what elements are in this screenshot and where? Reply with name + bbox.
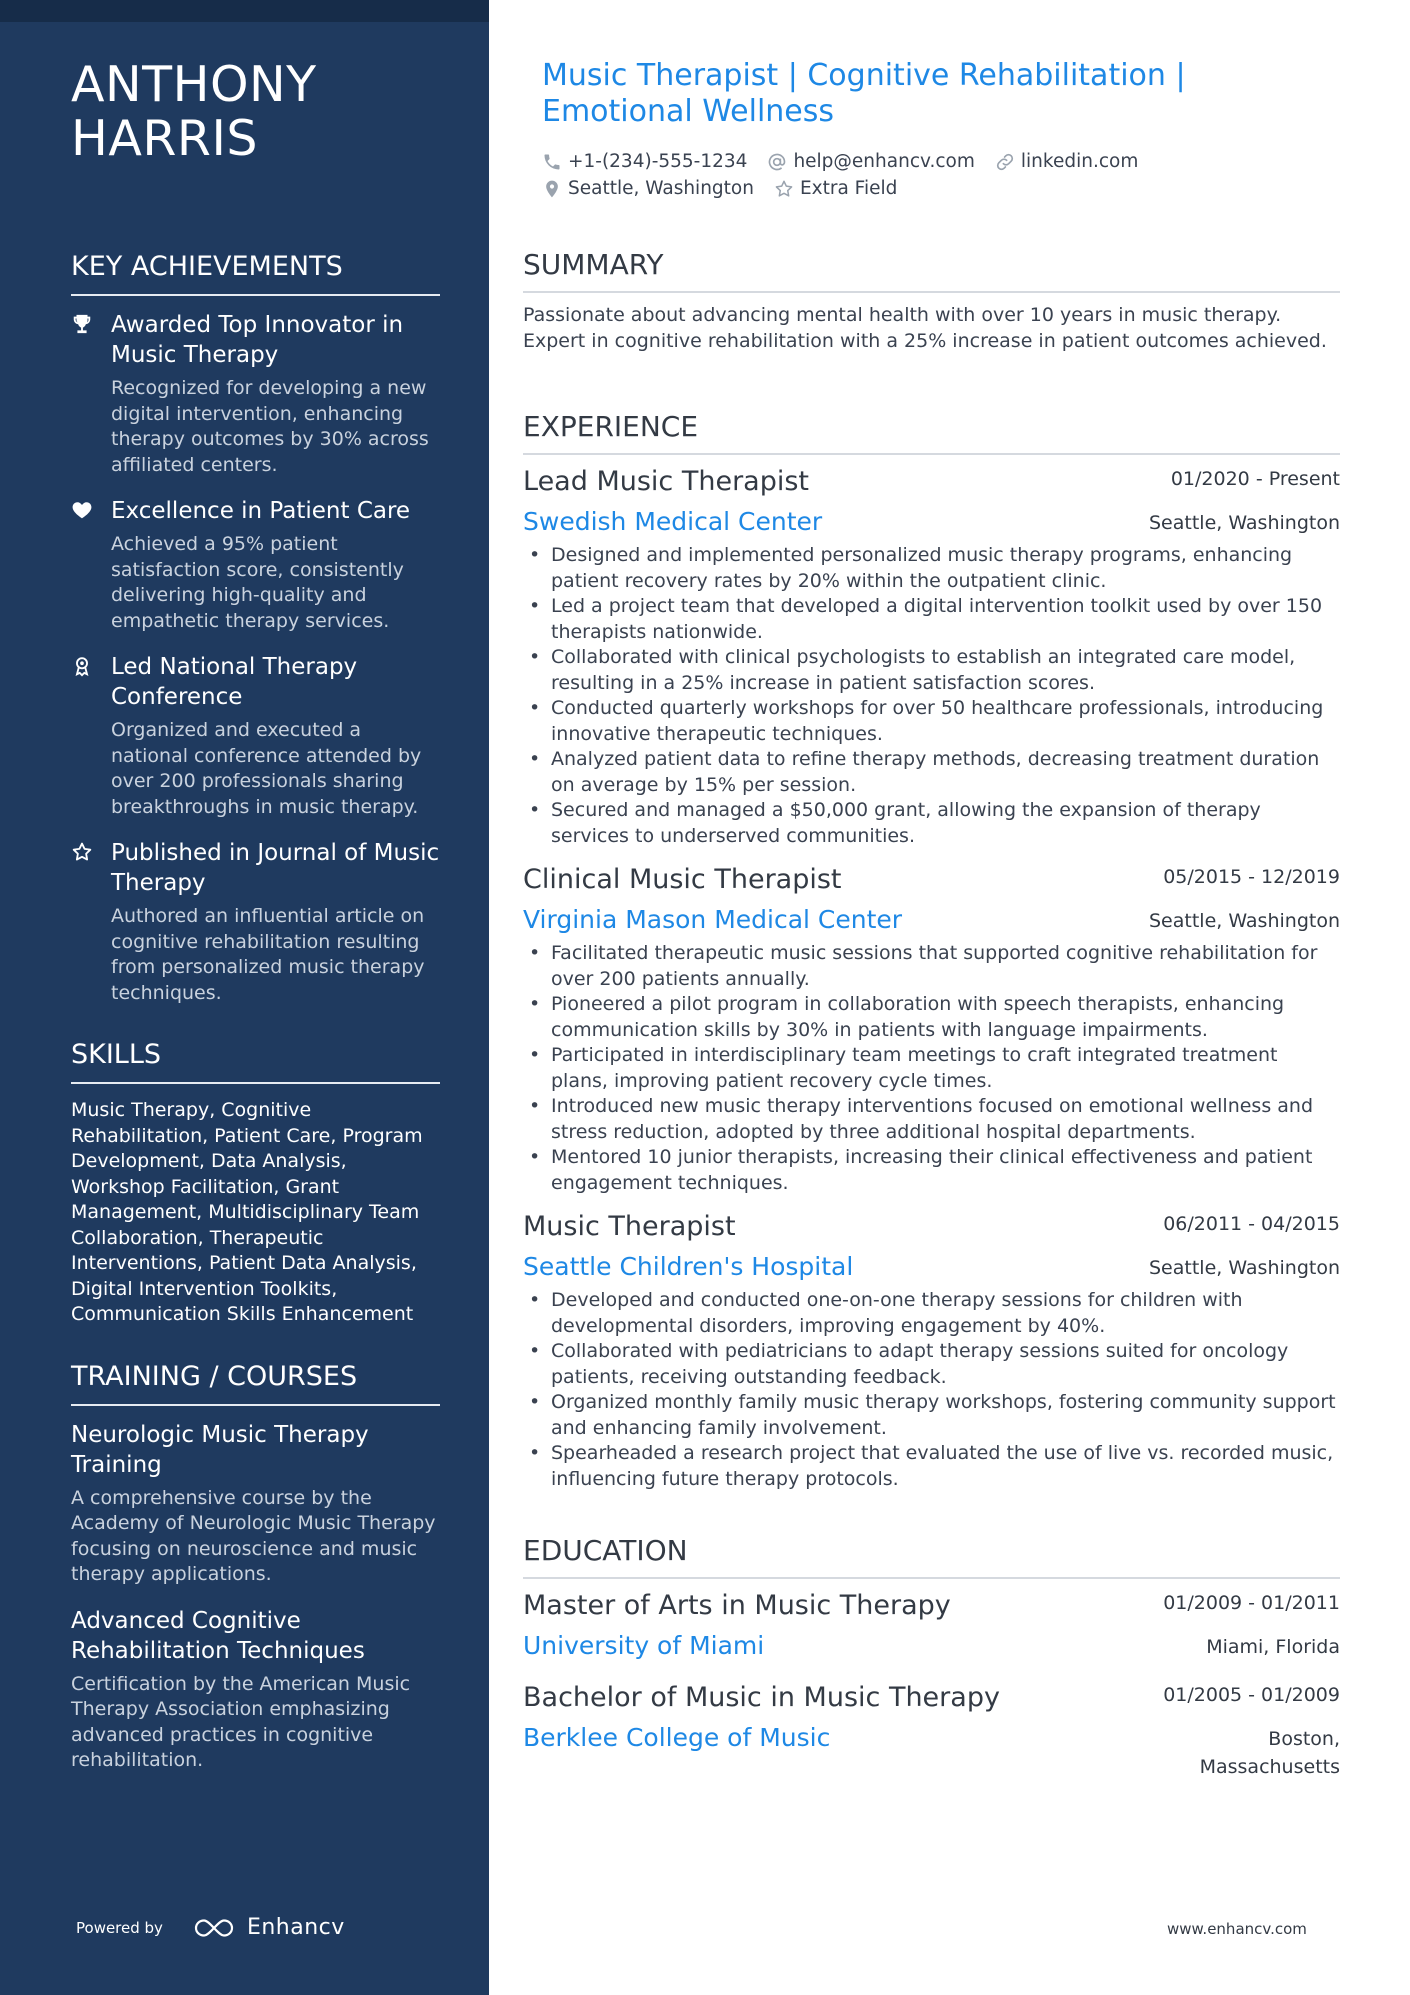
job-company: Seattle Children's Hospital — [523, 1252, 854, 1281]
education-dates: 01/2009 - 01/2011 — [1163, 1592, 1340, 1614]
link-icon — [995, 152, 1015, 172]
achievement-title: Led National Therapy Conference — [111, 654, 358, 710]
star-icon — [71, 838, 111, 1006]
bullet-item: • Led a project team that developed a digital intervention toolkit used by over 150 therapists nationwide. — [523, 594, 1340, 645]
bullet-item: • Designed and implemented personalized music therapy programs, enhancing patient recovery rates by 20% within the outpatient clinic. — [523, 543, 1340, 594]
heart-icon — [71, 496, 111, 634]
job-location: Seattle, Washington — [1149, 1257, 1340, 1279]
headline: Music Therapist | Cognitive Rehabilitation | Emotional Wellness — [542, 58, 1186, 129]
education-heading: EDUCATION — [523, 1534, 1340, 1579]
sidebar — [0, 0, 489, 1995]
experience-heading: EXPERIENCE — [523, 410, 1340, 455]
key-achievements-heading: KEY ACHIEVEMENTS — [71, 250, 440, 296]
phone-icon — [542, 152, 562, 172]
experience-section — [523, 410, 1340, 1506]
course-item — [71, 1420, 440, 1588]
email-text: help@enhancv.com — [793, 151, 975, 172]
achievement-item — [71, 838, 440, 1006]
job-bullets — [523, 543, 1340, 849]
candidate-name: ANTHONY HARRIS — [71, 56, 317, 167]
star-outline-icon — [774, 179, 794, 199]
bullet-item: • Pioneered a pilot program in collaboration with speech therapists, enhancing communication skills by 30% in patients with language impairments. — [523, 992, 1340, 1043]
course-title: Neurologic Music Therapy Training — [71, 1421, 369, 1478]
powered-by-label: Powered by — [76, 1918, 163, 1937]
training-section — [71, 1360, 440, 1774]
job-dates: 05/2015 - 12/2019 — [1163, 866, 1340, 888]
training-heading: TRAINING / COURSES — [71, 1360, 440, 1406]
achievement-description: Achieved a 95% patient satisfaction score, consistently delivering high-quality and empathetic therapy services. — [111, 533, 404, 632]
extra-field-contact — [774, 178, 897, 199]
summary-section — [523, 248, 1340, 354]
job-bullets — [523, 1288, 1340, 1492]
location-contact — [542, 178, 754, 199]
education-entry — [523, 1681, 1340, 1781]
job-entry — [523, 465, 1340, 849]
school-location: Miami, Florida — [1206, 1636, 1340, 1658]
job-title: Music Therapist — [523, 1211, 736, 1242]
bullet-item: • Spearheaded a research project that evaluated the use of live vs. recorded music, influencing future therapy protocols. — [523, 1441, 1340, 1492]
course-item — [71, 1606, 440, 1774]
course-description: A comprehensive course by the Academy of Neurologic Music Therapy focusing on neuroscience and music therapy applications. — [71, 1486, 436, 1585]
linkedin-contact[interactable] — [995, 151, 1138, 172]
enhancv-brand: Enhancv — [246, 1915, 345, 1940]
phone-contact[interactable] — [542, 151, 747, 172]
job-bullets — [523, 941, 1340, 1196]
degree-title: Master of Arts in Music Therapy — [523, 1590, 951, 1621]
achievement-description: Organized and executed a national conference attended by over 200 professionals sharing breakthroughs in music therapy. — [111, 719, 422, 818]
skills-list: Music Therapy, Cognitive Rehabilitation, Patient Care, Program Development, Data Analysis, Workshop Facilitation, Grant Management, Multidisciplinary Team Collaboration, Therapeutic Interventions, Patient Data Analysis, Digital Intervention Toolkits, Communication Skills Enhancement — [71, 1099, 423, 1325]
achievement-description: Authored an influential article on cognitive rehabilitation resulting from personalized music therapy techniques. — [111, 905, 425, 1004]
job-dates: 01/2020 - Present — [1170, 468, 1340, 490]
job-dates: 06/2011 - 04/2015 — [1163, 1213, 1340, 1235]
bullet-item: • Participated in interdisciplinary team meetings to craft integrated treatment plans, improving patient recovery cycle times. — [523, 1043, 1340, 1094]
job-title: Lead Music Therapist — [523, 466, 810, 497]
achievement-item — [71, 652, 440, 820]
skills-section — [71, 1038, 440, 1328]
achievement-item — [71, 496, 440, 634]
job-company: Swedish Medical Center — [523, 507, 823, 536]
at-icon — [767, 152, 787, 172]
phone-text: +1-(234)-555-1234 — [568, 151, 748, 172]
enhancv-logo-icon — [191, 1916, 237, 1940]
achievement-item — [71, 310, 440, 478]
bullet-item: • Conducted quarterly workshops for over 50 healthcare professionals, introducing innovative therapeutic techniques. — [523, 696, 1340, 747]
bullet-item: • Facilitated therapeutic music sessions that supported cognitive rehabilitation for over 200 patients annually. — [523, 941, 1340, 992]
job-company: Virginia Mason Medical Center — [523, 905, 903, 934]
skills-heading: SKILLS — [71, 1038, 440, 1084]
course-title: Advanced Cognitive Rehabilitation Techniques — [71, 1607, 365, 1664]
bullet-item: • Collaborated with clinical psychologists to establish an integrated care model, resulting in a 25% increase in patient satisfaction scores. — [523, 645, 1340, 696]
summary-text: Passionate about advancing mental health with over 10 years in music therapy. Expert in cognitive rehabilitation with a 25% increase in patient outcomes achieved. — [523, 304, 1327, 352]
degree-title: Bachelor of Music in Music Therapy — [523, 1682, 1000, 1713]
job-location: Seattle, Washington — [1149, 512, 1340, 534]
powered-by — [76, 1915, 345, 1940]
sidebar-top-bar — [0, 0, 489, 22]
school-name: Berklee College of Music — [523, 1723, 831, 1752]
job-entry — [523, 1210, 1340, 1492]
bullet-item: • Developed and conducted one-on-one therapy sessions for children with developmental disorders, improving engagement by 40%. — [523, 1288, 1340, 1339]
course-description: Certification by the American Music Therapy Association emphasizing advanced practices in cognitive rehabilitation. — [71, 1672, 411, 1771]
contact-info — [542, 148, 1242, 202]
location-text: Seattle, Washington — [568, 178, 754, 199]
bullet-item: • Secured and managed a $50,000 grant, allowing the expansion of therapy services to underserved communities. — [523, 798, 1340, 849]
trophy-icon — [71, 310, 111, 478]
enhancv-logo[interactable] — [191, 1915, 345, 1940]
education-section — [523, 1534, 1340, 1799]
email-contact[interactable] — [767, 151, 974, 172]
footer-url[interactable]: www.enhancv.com — [1167, 1920, 1307, 1938]
education-entry — [523, 1589, 1340, 1663]
extra-field-text: Extra Field — [799, 178, 898, 199]
award-icon — [71, 652, 111, 820]
achievement-title: Excellence in Patient Care — [111, 498, 411, 524]
education-dates: 01/2005 - 01/2009 — [1163, 1684, 1340, 1706]
school-location: Boston, Massachusetts — [1199, 1728, 1340, 1778]
job-title: Clinical Music Therapist — [523, 864, 842, 895]
linkedin-text: linkedin.com — [1020, 151, 1139, 172]
bullet-item: • Analyzed patient data to refine therapy methods, decreasing treatment duration on average by 15% per session. — [523, 747, 1340, 798]
job-entry — [523, 863, 1340, 1196]
achievement-title: Published in Journal of Music Therapy — [111, 840, 440, 896]
job-location: Seattle, Washington — [1149, 910, 1340, 932]
key-achievements-section — [71, 250, 440, 1006]
achievement-description: Recognized for developing a new digital intervention, enhancing therapy outcomes by 30% across affiliated centers. — [111, 377, 429, 476]
school-name: University of Miami — [523, 1631, 765, 1660]
location-pin-icon — [542, 179, 562, 199]
bullet-item: • Organized monthly family music therapy workshops, fostering community support and enhancing family involvement. — [523, 1390, 1340, 1441]
summary-heading: SUMMARY — [523, 248, 1340, 293]
bullet-item: • Collaborated with pediatricians to adapt therapy sessions suited for oncology patients, receiving outstanding feedback. — [523, 1339, 1340, 1390]
achievement-title: Awarded Top Innovator in Music Therapy — [111, 312, 404, 368]
bullet-item: • Introduced new music therapy interventions focused on emotional wellness and stress reduction, adopted by three additional hospital departments. — [523, 1094, 1340, 1145]
bullet-item: • Mentored 10 junior therapists, increasing their clinical effectiveness and patient engagement techniques. — [523, 1145, 1340, 1196]
